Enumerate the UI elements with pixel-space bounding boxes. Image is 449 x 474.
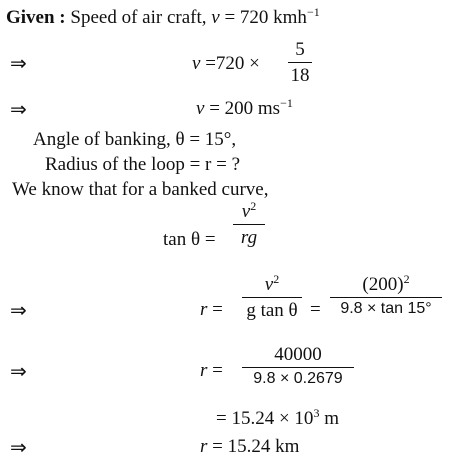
radius-line: Radius of the loop = r = ? — [45, 154, 241, 175]
exponent: −1 — [280, 96, 293, 110]
fraction-5-18 — [288, 40, 312, 85]
var-v: v — [192, 53, 201, 74]
equals-sign: = — [310, 299, 321, 320]
var-v: v — [196, 98, 205, 119]
exponent: −1 — [306, 5, 320, 19]
implies-arrow-5: ⇒ — [10, 435, 27, 459]
given-text: Speed of air craft, — [65, 7, 212, 28]
fraction-v2-gtan — [242, 272, 302, 321]
denominator: 9.8 × 0.2679 — [253, 370, 343, 387]
numerator: $v^2$ — [241, 199, 257, 222]
banked-curve-line: We know that for a banked curve, — [12, 179, 269, 200]
denominator: g tan θ — [246, 300, 298, 321]
banking-angle-line: Angle of banking, θ = 15°, — [33, 129, 237, 150]
r-lhs-2: r = — [200, 360, 223, 381]
var-v: v — [211, 7, 220, 28]
numerator: 40000 — [274, 344, 322, 365]
numerator: $v^2$ — [264, 272, 280, 295]
result-meters: = $15.24 \times 10^3$ m — [216, 406, 339, 429]
v-conversion — [192, 54, 260, 73]
fraction-v2-rg — [233, 199, 265, 248]
given-value: = 720 kmh — [219, 7, 307, 28]
denominator: 18 — [290, 65, 310, 86]
equals: = — [200, 53, 216, 74]
numerator: 5 — [295, 39, 305, 60]
r-lhs: r = — [200, 299, 223, 320]
implies-arrow-4: ⇒ — [10, 359, 27, 383]
given-line — [6, 5, 320, 28]
tan-lhs: tan θ = — [163, 229, 216, 250]
denominator: 9.8 × tan 15° — [340, 300, 432, 317]
implies-arrow-3: ⇒ — [10, 298, 27, 322]
value-720: 720 × — [215, 53, 260, 74]
numerator: $(200)^2$ — [362, 272, 410, 295]
implies-arrow-2: ⇒ — [10, 97, 27, 121]
fraction-200-tan15 — [330, 272, 442, 317]
denominator: rg — [240, 227, 258, 248]
given-label: Given : — [6, 7, 66, 28]
fraction-40000 — [242, 345, 354, 387]
v-value: = 200 ms — [204, 98, 281, 119]
implies-arrow-1: ⇒ — [10, 51, 27, 75]
final-result: r = 15.24 km — [200, 436, 300, 457]
v-result — [196, 96, 293, 119]
